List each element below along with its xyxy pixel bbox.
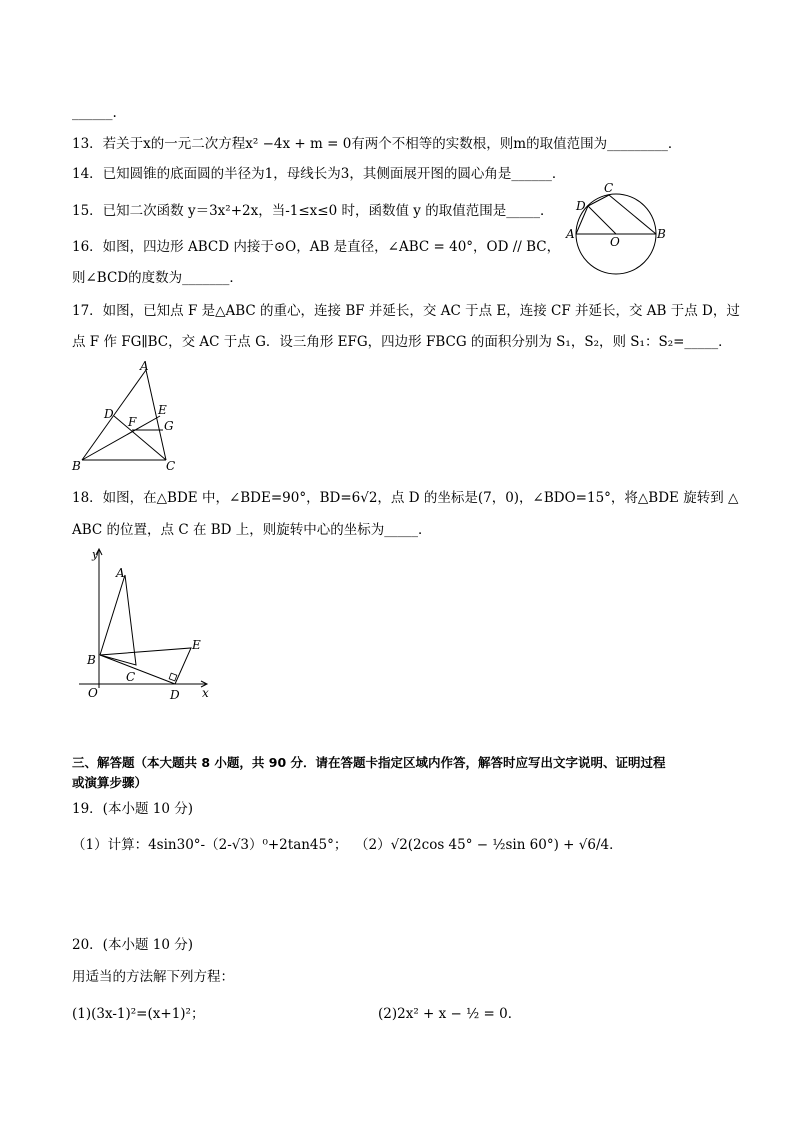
question-18-line2: ABC 的位置，点 C 在 BD 上，则旋转中心的坐标为_____．: [72, 522, 432, 538]
coord-label: B: [87, 653, 96, 667]
triangle-figure: [68, 360, 188, 475]
question-17-line1: 17．如图，已知点 F 是△ABC 的重心，连接 BF 并延长，交 AC 于点 E，连接 CF 并延长，交 AB 于点 D，过: [72, 303, 740, 319]
circle-figure: [560, 178, 700, 278]
question-20-part1: (1)(3x-1)²=(x+1)²；: [72, 1006, 205, 1022]
coord-label: A: [116, 566, 125, 580]
triangle-label: A: [140, 360, 149, 373]
coord-label: C: [126, 670, 136, 684]
coord-label: y: [92, 548, 99, 561]
triangle-label: C: [166, 459, 176, 473]
triangle-label: B: [72, 459, 81, 473]
coordinate-figure: [74, 545, 224, 705]
coord-label: E: [192, 638, 201, 652]
question-20: 20．(本小题 10 分): [72, 937, 193, 953]
question-19: 19．(本小题 10 分): [72, 801, 193, 817]
question-16-line2: 则∠BCD的度数为_______．: [72, 270, 243, 286]
question-13: 13．若关于x的一元二次方程x² −4x + m = 0有两个不相等的实数根，则m的取值范围为_________．: [72, 136, 682, 152]
circle-label: D: [576, 199, 586, 213]
section-3-heading-cont: 或演算步骤）: [72, 775, 148, 790]
circle-label: C: [604, 181, 614, 195]
question-19-part1: （1）计算：4sin30°-（2-√3）⁰+2tan45°；: [72, 837, 348, 853]
section-3-heading: 三、解答题（本大题共 8 小题，共 90 分．请在答题卡指定区域内作答，解答时应写出文字说明、证明过程: [72, 755, 666, 770]
question-20-intro: 用适当的方法解下列方程：: [72, 969, 234, 985]
question-14: 14．已知圆锥的底面圆的半径为1，母线长为3，其侧面展开图的圆心角是______．: [72, 166, 566, 182]
triangle-label: D: [104, 407, 114, 421]
question-15: 15．已知二次函数 y＝3x²+2x，当-1≤x≤0 时，函数值 y 的取值范围是_____．: [72, 203, 554, 219]
circle-label: O: [610, 235, 620, 249]
coord-label: x: [202, 686, 209, 700]
question-17-line2: 点 F 作 FG∥BC，交 AC 于点 G．设三角形 EFG，四边形 FBCG 的面积分别为 S₁，S₂，则 S₁：S₂=_____．: [72, 334, 732, 350]
triangle-label: F: [128, 415, 137, 429]
coord-label: D: [170, 688, 180, 702]
question-19-part2: （2）√2(2cos 45° − ½sin 60°) + √6/4．: [355, 837, 623, 853]
question-16-line1: 16．如图，四边形 ABCD 内接于⊙O，AB 是直径，∠ABC = 40°，OD // BC，: [72, 239, 561, 255]
circle-label: B: [657, 227, 666, 241]
coord-label: O: [88, 686, 98, 700]
question-20-part2: (2)2x² + x − ½ = 0．: [378, 1006, 522, 1022]
circle-label: A: [566, 227, 575, 241]
question-18-line1: 18．如图，在△BDE 中，∠BDE=90°，BD=6√2，点 D 的坐标是(7，0)，∠BDO=15°，将△BDE 旋转到 △: [72, 490, 739, 506]
triangle-label: G: [164, 419, 174, 433]
triangle-label: E: [158, 403, 167, 417]
answer-blank-top: ______.: [72, 105, 117, 121]
